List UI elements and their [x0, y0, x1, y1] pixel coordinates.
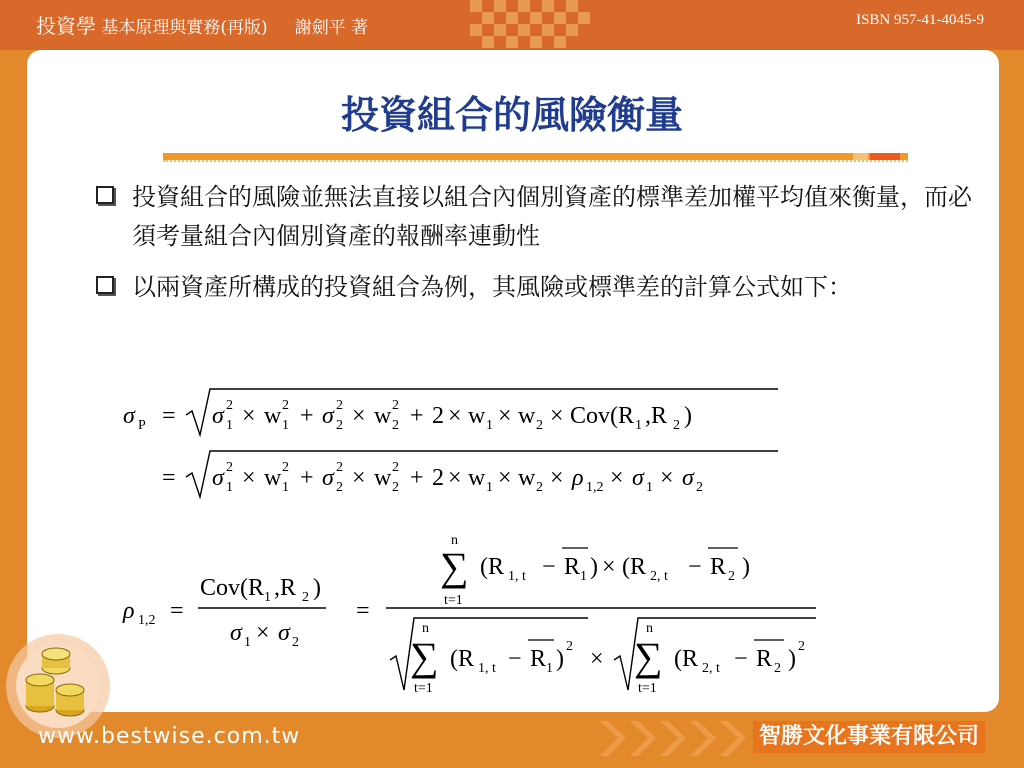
svg-text:2, t: 2, t [650, 569, 668, 584]
svg-text:×: × [590, 646, 604, 672]
svg-text:2: 2 [336, 398, 343, 413]
svg-text:,R: ,R [274, 575, 297, 601]
svg-text:×: × [498, 465, 512, 491]
svg-text:=: = [356, 598, 370, 624]
svg-text:2: 2 [292, 635, 299, 650]
svg-text:1: 1 [486, 418, 493, 433]
svg-text:σ: σ [278, 620, 290, 646]
coin-stack-icon [0, 628, 120, 738]
svg-text:): ) [590, 554, 598, 580]
svg-text:σ: σ [212, 403, 224, 429]
correlation-formula [118, 530, 828, 698]
svg-text:+: + [300, 403, 314, 429]
svg-text:−: − [508, 646, 522, 672]
svg-text:ρ: ρ [123, 598, 135, 624]
slide-title: 投資組合的風險衡量 [340, 93, 683, 137]
svg-text:+: + [410, 465, 424, 491]
svg-text:×: × [498, 403, 512, 429]
svg-text:σ: σ [322, 403, 334, 429]
checkbox-square-icon [96, 276, 114, 294]
svg-text:P: P [138, 418, 146, 433]
svg-text:1: 1 [264, 590, 271, 605]
svg-text:2: 2 [392, 418, 399, 433]
svg-text:=: = [162, 403, 176, 429]
svg-text:R: R [530, 646, 547, 672]
svg-text:1: 1 [282, 418, 289, 433]
svg-text:2: 2 [226, 398, 233, 413]
svg-text:t=1: t=1 [638, 681, 657, 696]
svg-text:1: 1 [282, 480, 289, 495]
svg-text:2: 2 [536, 418, 543, 433]
header-bar [0, 0, 1024, 50]
svg-text:∑: ∑ [440, 544, 469, 589]
svg-text:=: = [170, 598, 184, 624]
svg-text:n: n [451, 533, 458, 548]
svg-text:×: × [448, 465, 462, 491]
svg-text:w: w [264, 465, 282, 491]
svg-text:R: R [710, 554, 727, 580]
svg-text:1: 1 [580, 569, 587, 584]
svg-text:2: 2 [696, 480, 703, 495]
bullet-item [96, 178, 986, 256]
svg-text:1, t: 1, t [478, 661, 496, 676]
svg-text:w: w [518, 465, 536, 491]
svg-text:1: 1 [244, 635, 251, 650]
svg-text:2: 2 [673, 418, 680, 433]
svg-text:2, t: 2, t [702, 661, 720, 676]
svg-text:1: 1 [226, 480, 233, 495]
svg-text:∑: ∑ [634, 634, 663, 679]
chevron-arrows-icon [590, 716, 750, 761]
svg-text:2: 2 [336, 460, 343, 475]
bullet-list [96, 178, 986, 319]
portfolio-std-formula [118, 385, 798, 500]
svg-text:w: w [518, 403, 536, 429]
svg-text:1: 1 [486, 480, 493, 495]
svg-text:1: 1 [635, 418, 642, 433]
svg-text:Cov(R: Cov(R [200, 575, 265, 601]
svg-text:): ) [313, 575, 321, 601]
svg-text:2: 2 [226, 460, 233, 475]
svg-text:(R: (R [674, 646, 698, 672]
svg-text:×: × [448, 403, 462, 429]
svg-text:∑: ∑ [410, 634, 439, 679]
svg-text:1: 1 [546, 661, 553, 676]
svg-text:σ: σ [322, 465, 334, 491]
svg-text:(R: (R [480, 554, 504, 580]
svg-text:Cov(R: Cov(R [570, 403, 635, 429]
author: 謝劍平 著 [294, 18, 369, 38]
svg-text:(R: (R [622, 554, 646, 580]
book-title: 投資學 [36, 14, 96, 38]
svg-text:2: 2 [536, 480, 543, 495]
isbn: ISBN 957-41-4045-9 [856, 12, 984, 28]
svg-text:×: × [352, 465, 366, 491]
svg-text:2: 2 [302, 590, 309, 605]
svg-text:×: × [550, 465, 564, 491]
svg-text:): ) [788, 646, 796, 672]
svg-text:w: w [374, 403, 392, 429]
svg-text:ρ: ρ [572, 465, 584, 491]
svg-text:−: − [734, 646, 748, 672]
svg-text:2: 2 [566, 639, 573, 654]
svg-text:1: 1 [226, 418, 233, 433]
svg-text:1, t: 1, t [508, 569, 526, 584]
svg-text:w: w [264, 403, 282, 429]
svg-text:2: 2 [432, 403, 444, 429]
svg-text:1: 1 [646, 480, 653, 495]
svg-text:n: n [422, 621, 429, 636]
book-subtitle: 基本原理與實務(再版) [101, 18, 268, 38]
svg-text:2: 2 [392, 460, 399, 475]
svg-text:2: 2 [774, 661, 781, 676]
svg-text:=: = [162, 465, 176, 491]
svg-text:×: × [610, 465, 624, 491]
svg-text:t=1: t=1 [444, 593, 463, 608]
svg-text:σ: σ [682, 465, 694, 491]
svg-text:2: 2 [282, 398, 289, 413]
svg-text:t=1: t=1 [414, 681, 433, 696]
svg-text:−: − [542, 554, 556, 580]
checker-pattern [470, 0, 590, 50]
bullet-text: 投資組合的風險並無法直接以組合內個別資產的標準差加權平均值來衡量，而必須考量組合內個別資產的報酬率連動性 [132, 183, 972, 250]
book-header [36, 10, 368, 39]
svg-text:σ: σ [632, 465, 644, 491]
svg-text:2: 2 [798, 639, 805, 654]
svg-text:2: 2 [392, 398, 399, 413]
website-url[interactable]: www.bestwise.com.tw [38, 724, 301, 749]
checkbox-square-icon [96, 186, 114, 204]
svg-text:): ) [742, 554, 750, 580]
bullet-text: 以兩資產所構成的投資組合為例，其風險或標準差的計算公式如下： [132, 273, 852, 301]
svg-text:2: 2 [336, 418, 343, 433]
svg-text:n: n [646, 621, 653, 636]
svg-text:σ: σ [212, 465, 224, 491]
svg-text:×: × [242, 465, 256, 491]
svg-text:×: × [242, 403, 256, 429]
bullet-item [96, 268, 986, 307]
svg-text:w: w [374, 465, 392, 491]
publisher-name: 智勝文化事業有限公司 [753, 721, 985, 753]
svg-text:2: 2 [432, 465, 444, 491]
svg-text:,R: ,R [645, 403, 668, 429]
svg-text:×: × [550, 403, 564, 429]
svg-text:σ: σ [123, 403, 135, 429]
svg-text:×: × [256, 620, 270, 646]
svg-text:2: 2 [282, 460, 289, 475]
svg-text:×: × [352, 403, 366, 429]
svg-text:): ) [684, 403, 692, 429]
svg-text:): ) [556, 646, 564, 672]
svg-text:R: R [564, 554, 581, 580]
svg-text:1,2: 1,2 [138, 613, 156, 628]
svg-text:R: R [756, 646, 773, 672]
svg-text:2: 2 [392, 480, 399, 495]
svg-text:×: × [660, 465, 674, 491]
svg-text:1,2: 1,2 [586, 480, 604, 495]
title-divider [163, 153, 908, 160]
svg-text:−: − [688, 554, 702, 580]
svg-text:+: + [300, 465, 314, 491]
svg-text:w: w [468, 465, 486, 491]
svg-text:×: × [602, 554, 616, 580]
svg-text:σ: σ [230, 620, 242, 646]
svg-text:2: 2 [336, 480, 343, 495]
svg-text:+: + [410, 403, 424, 429]
svg-text:2: 2 [728, 569, 735, 584]
svg-text:w: w [468, 403, 486, 429]
svg-text:(R: (R [450, 646, 474, 672]
